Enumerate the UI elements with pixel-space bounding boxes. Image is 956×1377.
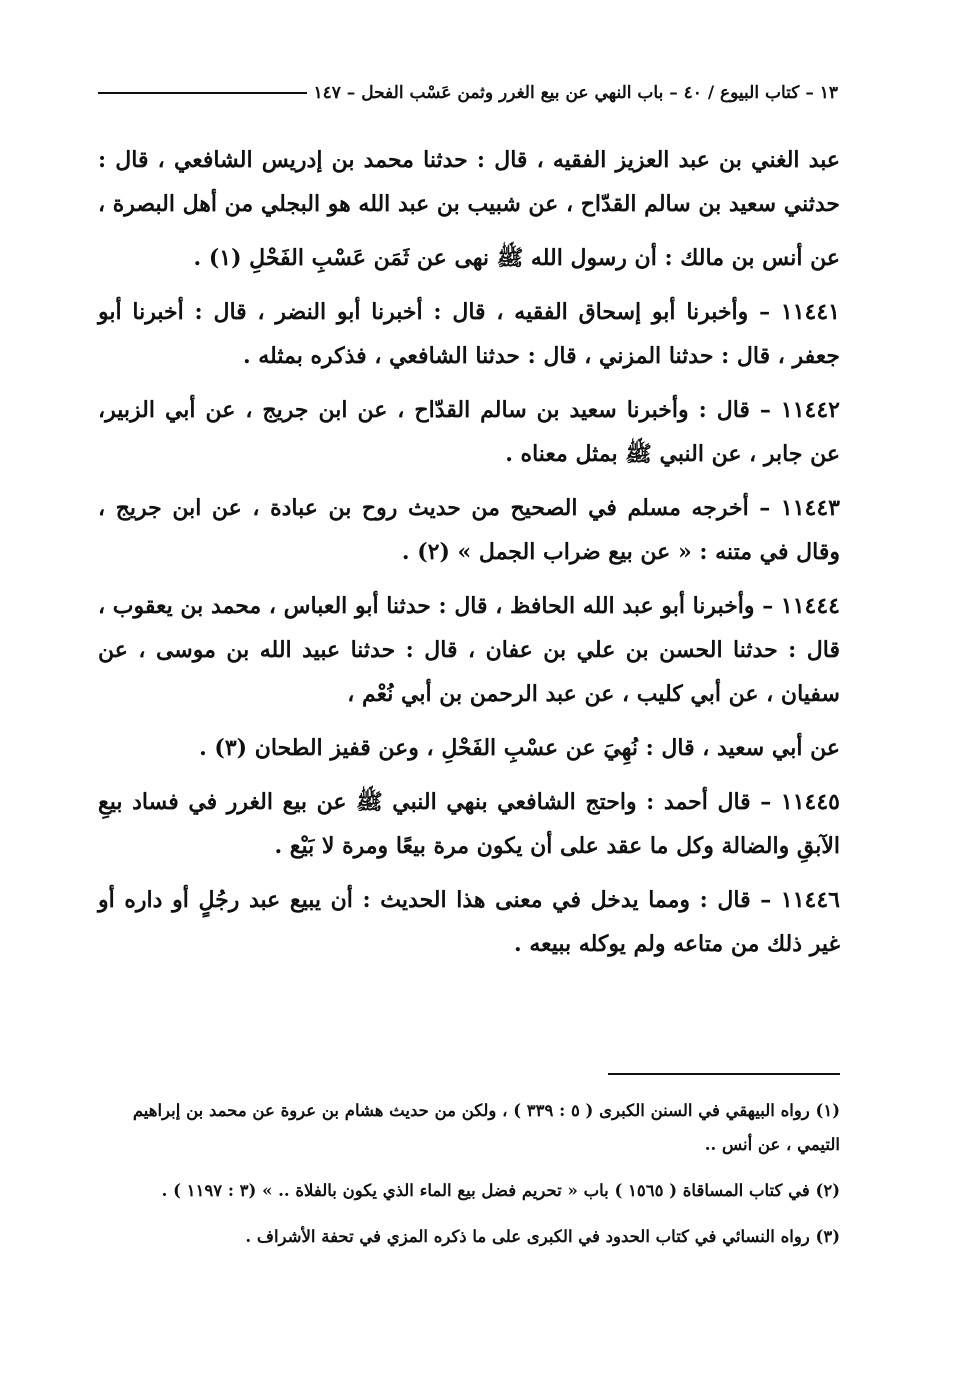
- footnotes: [98, 1094, 840, 1266]
- hadith-11444: ١١٤٤٤ – وأخبرنا أبو عبد الله الحافظ ، قال : حدثنا أبو العباس ، محمد بن يعقوب ، قال : حدثنا الحسن بن علي بن عفان ، قال : حدثنا عبيد الله بن موسى ، عن سفيان ، عن أبي كليب ، عن عبد الرحمن بن أبي نُعْم ،: [98, 593, 840, 707]
- running-header: [98, 76, 838, 110]
- paragraph: عبد الغني بن عبد العزيز الفقيه ، قال : حدثنا محمد بن إدريس الشافعي ، قال : حدثني سعيد بن سالم القدّاح ، عن شبيب بن عبد الله هو البجلي من أهل البصرة ،: [98, 147, 840, 217]
- hadith-11441: ١١٤٤١ – وأخبرنا أبو إسحاق الفقيه ، قال : أخبرنا أبو النضر ، قال : أخبرنا أبو جعفر ، قال : حدثنا المزني ، قال : حدثنا الشافعي ، فذكره بمثله .: [98, 299, 840, 369]
- header-text: ١٣ – كتاب البيوع / ٤٠ – باب النهي عن بيع الغرر وثمن عَسْب الفحل – ١٤٧: [313, 83, 838, 103]
- header-rule: [98, 92, 307, 94]
- paragraph: عن أنس بن مالك : أن رسول الله ﷺ نهى عن ثَمَن عَسْبِ الفَحْلِ (١) .: [193, 245, 840, 271]
- main-text: [98, 138, 840, 966]
- footnote-2: (٢) في كتاب المساقاة ( ١٥٦٥ ) باب « تحريم فضل بيع الماء الذي يكون بالفلاة .. » (٣ : ١١٩٧ ) .: [161, 1181, 840, 1200]
- hadith-11442: ١١٤٤٢ – قال : وأخبرنا سعيد بن سالم القدّاح ، عن ابن جريج ، عن أبي الزبير، عن جابر ، عن النبي ﷺ بمثل معناه .: [98, 397, 840, 467]
- hadith-11446: ١١٤٤٦ – قال : ومما يدخل في معنى هذا الحديث : أن يبيع عبد رجُلٍ أو داره أو غير ذلك من متاعه ولم يوكله ببيعه .: [98, 887, 840, 957]
- footnote-separator: [608, 1073, 840, 1075]
- footnote-3: (٣) رواه النسائي في كتاب الحدود في الكبرى على ما ذكره المزي في تحفة الأشراف .: [245, 1227, 840, 1246]
- paragraph: عن أبي سعيد ، قال : نُهِيَ عن عسْبِ الفَحْلِ ، وعن قفيز الطحان (٣) .: [199, 735, 840, 761]
- hadith-11445: ١١٤٤٥ – قال أحمد : واحتج الشافعي بنهي النبي ﷺ عن بيع الغرر في فساد بيعِ الآبقِ والضالة وكل ما عقد على أن يكون مرة بيعًا ومرة لا بَيْع .: [98, 789, 840, 859]
- hadith-11443: ١١٤٤٣ – أخرجه مسلم في الصحيح من حديث روح بن عبادة ، عن ابن جريج ، وقال في متنه : « عن بيع ضراب الجمل » (٢) .: [98, 495, 840, 565]
- footnote-1: (١) رواه البيهقي في السنن الكبرى ( ٥ : ٣٣٩ ) ، ولكن من حديث هشام بن عروة عن محمد بن إبراهيم التيمي ، عن أنس ..: [132, 1101, 840, 1154]
